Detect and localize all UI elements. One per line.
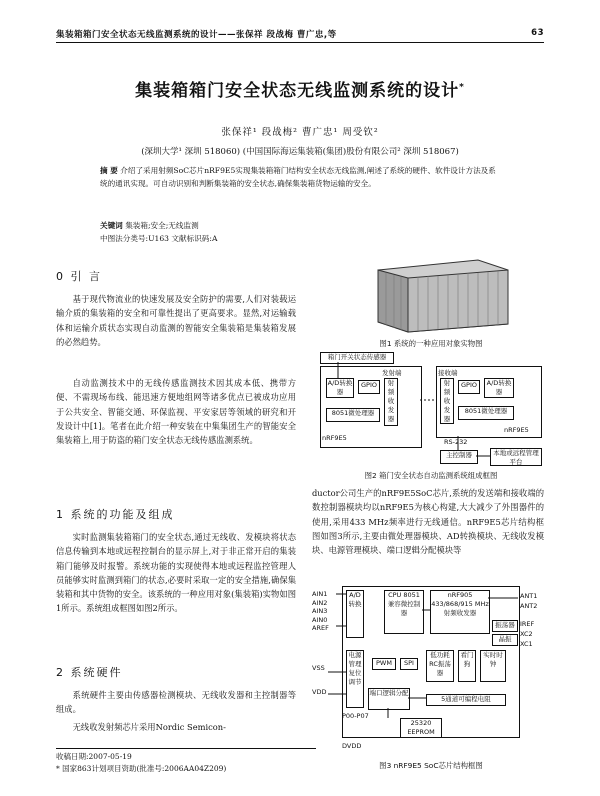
figure-3-diagram <box>312 584 544 756</box>
running-header <box>56 28 544 43</box>
fig2-wireless-2: 射频收发器 <box>440 378 454 424</box>
fig3-crystal: 晶振 <box>492 634 518 646</box>
fig3-watchdog: 看门狗 <box>458 650 476 682</box>
fig2-mcu-2: 8051微处理器 <box>458 406 514 420</box>
keywords-block <box>100 220 500 245</box>
fig2-transmitter-label: 发射端 <box>382 369 402 377</box>
fig2-mcu-1: 8051微处理器 <box>326 408 380 422</box>
keywords-label: 关键词 <box>100 221 123 230</box>
fig3-rtc: 实时时钟 <box>480 650 506 682</box>
fig3-ain-1: AIN1 <box>312 590 328 598</box>
fig3-port-logic: 端口逻辑分配 <box>368 688 410 710</box>
figure-2-caption: 图2 箱门安全状态自动监测系统组成框图 <box>364 471 498 480</box>
section-0-para-1: 基于现代物流业的快速发展及安全防护的需要,人们对装载运输介质的集装箱的安全和可靠性提出了更高要求。显然,对运输载体和运输介质状态实现自动监测的智能安全集装箱是集装箱发展的必然趋势。 <box>56 294 296 347</box>
fig2-ad-converter-1: A/D转换器 <box>327 379 353 396</box>
fig2-management-platform: 本地或远程管理平台 <box>490 448 542 466</box>
fig3-rc-oscillator: 低功耗RC振荡器 <box>426 650 454 682</box>
abstract-label: 摘 要 <box>100 166 118 175</box>
fig3-vss: VSS <box>312 664 325 672</box>
fig3-xc2: XC2 <box>520 630 533 638</box>
paper-title-text: 集装箱箱门安全状态无线监测系统的设计 <box>135 81 460 101</box>
fig3-eeprom: 25320 EEPROM <box>400 718 442 738</box>
fig3-oscillator: 振荡器 <box>492 620 518 632</box>
fig2-receiver-label: 接收端 <box>438 369 458 377</box>
abstract-text: 介绍了采用射频SoC芯片nRF9E5实现集装箱箱门结构安全状态无线监测,阐述了系统的硬件、软件设计方法及系统的通讯实现。可自动识别和判断集装箱的安全状态,确保集装箱货物运输的安全。 <box>100 166 496 188</box>
fig2-chip-2-label: nRF9E5 <box>504 426 529 434</box>
paper-title <box>56 76 544 101</box>
fig2-gpio-2: GPIO <box>458 380 480 394</box>
fig3-vdd: VDD <box>312 688 327 696</box>
fig3-ant2: ANT2 <box>520 602 538 610</box>
classification: 中图法分类号:U163 文献标识码:A <box>100 233 218 243</box>
right-column-para: ductor公司生产的nRF9E5SoC芯片,系统的发送端和接收端的数控制器模块均以nRF9E5为核心构建,大大减少了外围器件的使用,采用433 MHz频率进行无线通信。nRF9E5芯片结构框图如图3所示,主要由微处理器模块、AD转换模块、无线收发模块、电源管理模块、端口逻辑分配模块等 <box>312 488 544 556</box>
figure-2-diagram <box>318 350 544 468</box>
section-1-heading: 1 系统的功能及组成 <box>56 508 175 521</box>
abstract <box>100 165 500 190</box>
fig2-rs232-label: RS-232 <box>444 438 468 446</box>
figure-3-caption: 图3 nRF9E5 SoC芯片结构框图 <box>379 761 483 770</box>
keywords: 集装箱;安全;无线监测 <box>125 221 199 230</box>
fig3-ain-3: AIN3 <box>312 607 328 615</box>
figure-1-container-image <box>368 256 518 334</box>
running-header-title: 集装箱箱门安全状态无线监测系统的设计——张保祥 段战梅 曹广忠,等 <box>56 30 337 40</box>
fig2-chip-1-label: nRF9E5 <box>322 434 347 442</box>
fig3-iref: IREF <box>520 620 535 628</box>
fig3-ant1: ANT1 <box>520 592 538 600</box>
fig3-timer: 5通道可编程电阻 <box>426 694 506 706</box>
author-affiliation: (深圳大学¹ 深圳 518060) (中国国际海运集装箱(集团)股份有限公司² 深圳 518067) <box>141 147 459 157</box>
section-2-heading: 2 系统硬件 <box>56 666 123 679</box>
fig3-power-management: 电源管理复位调节 <box>346 650 364 708</box>
fig2-sensor-box: 箱门开关状态传感器 <box>320 352 394 364</box>
fig3-aref: AREF <box>312 624 329 632</box>
fig3-cpu-block: CPU 8051兼容微控制器 <box>384 590 424 634</box>
fig2-gpio-1: GPIO <box>358 380 380 394</box>
fig3-connectors <box>312 584 544 756</box>
fig2-wireless-1: 射频收发器 <box>384 378 398 426</box>
section-0-heading: 0 引 言 <box>56 270 102 283</box>
section-1-para-1: 实时监测集装箱箱门的安全状态,通过无线收、发模块将状态信息传输到本地或远程控制台的显示屏上,对于非正常开启的集装箱门能够及时报警。系统功能的实现使得本地或远程监控管理人员能够实时监测到箱门的状态,必要时采取一定的安全措施,确保集装箱和其中货物的安全。该系统的一种应用对象(集装箱)实物如图1所示。系统组成框图如图2所示。 <box>56 532 296 614</box>
fig3-spi: SPI <box>400 658 418 670</box>
fig3-ain-2: AIN2 <box>312 598 328 607</box>
fig3-ain-0: AIN0 <box>312 615 328 624</box>
section-0-para-2: 自动监测技术中的无线传感监测技术因其成本低、携带方便、不需现场布线、能迅速方便地组网等诸多优点已被成功应用于公共安全、智能交通、环保监视、平安家居等领域的研究和开发设计中[1]。笔者在此介绍一种安装在中集集团生产的智能安全集装箱上,用于防盗的箱门安全状态无线传感监测系统。 <box>56 378 296 446</box>
fig2-host-controller: 主控制器 <box>440 450 478 464</box>
fig2-connectors <box>318 350 544 468</box>
author-list: 张保祥¹ 段战梅² 曹广忠¹ 周受钦² <box>221 127 379 138</box>
fig3-port-pins: P00-P07 <box>342 712 369 720</box>
title-footnote-mark: * <box>459 82 465 93</box>
fig3-pwm: PWM <box>372 658 396 670</box>
fig3-rf-block: nRF905 433/868/915 MHz射频收发器 <box>430 590 490 634</box>
received-date: 收稿日期:2007-05-19 <box>56 752 132 761</box>
fig3-dvdd: DVDD <box>342 742 362 750</box>
page-number: 63 <box>531 28 544 38</box>
footnote <box>56 748 316 775</box>
section-2-para-1: 系统硬件主要由传感器检测模块、无线收发器和主控制器等组成。 <box>56 690 296 715</box>
fig3-ad-block: A/D转换 <box>346 590 364 638</box>
section-2-para-2: 无线收发射频芯片采用Nordic Semicon- <box>72 722 226 732</box>
fig3-xc1: XC1 <box>520 640 533 648</box>
fig2-ad-converter-2: A/D转换器 <box>484 378 514 398</box>
figure-1-caption: 图1 系统的一种应用对象实物图 <box>379 339 483 348</box>
fund-note: * 国家863计划项目资助(批准号:2006AA04Z209) <box>56 764 227 773</box>
